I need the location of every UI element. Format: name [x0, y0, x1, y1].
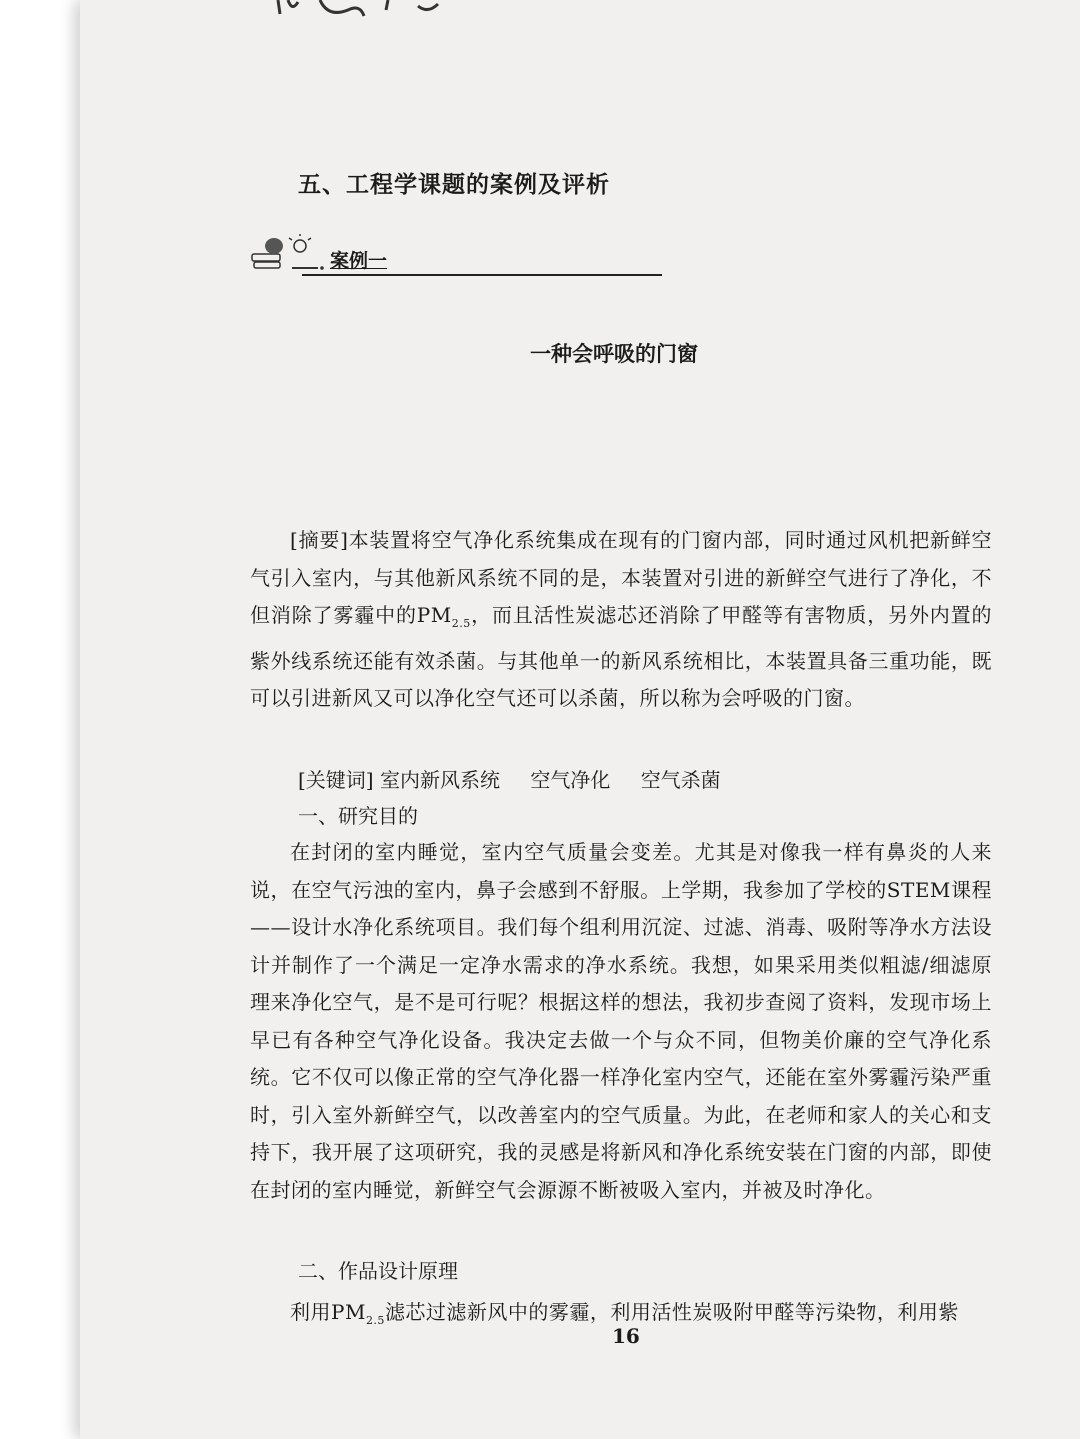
- last-text-before: 利用PM: [290, 1300, 366, 1324]
- books-lightbulb-icon: [248, 234, 328, 278]
- section-title: 五、工程学课题的案例及评析: [298, 172, 610, 198]
- keyword: 空气净化: [530, 768, 611, 792]
- keywords-label: [关键词]: [298, 768, 374, 792]
- last-subscript: 2.5: [365, 1314, 385, 1327]
- heading-research-purpose: 一、研究目的: [298, 804, 418, 828]
- body-paragraph: 在封闭的室内睡觉，室内空气质量会变差。尤其是对像我一样有鼻炎的人来说，在空气污浊的室内，鼻子会感到不舒服。上学期，我参加了学校的STEM课程——设计水净化系统项目。我们每个组利用沉淀、过滤、消毒、吸附等净水方法设计并制作了一个满足一定净水需求的净水系统。我想，如果采用类似粗滤/细滤原理来净化空气，是不是可行呢？根据这样的想法，我初步查阅了资料，发现市场上早已有各种空气净化设备。我决定去做一个与众不同，但物美价廉的空气净化系统。它不仅可以像正常的空气净化器一样净化室内空气，还能在室外雾霾污染严重时，引入室外新鲜空气，以改善室内的空气质量。为此，在老师和家人的关心和支持下，我开展了这项研究，我的灵感是将新风和净化系统安装在门窗的内部，即使在封闭的室内睡觉，新鲜空气会源源不断被吸入室内，并被及时净化。: [250, 840, 992, 1202]
- page-number: 16: [612, 1324, 640, 1348]
- abstract-text: 本装置将空气净化系统集成在现有的门窗内部，同时通过风机把新鲜空气引入室内，与其他新风系统不同的是，本装置对引进的新鲜空气进行了净化，不但消除了雾霾中的PM: [250, 528, 992, 627]
- case-label: [248, 234, 428, 278]
- case-underline: [302, 274, 662, 276]
- case-title: 案例一: [330, 250, 388, 272]
- book-page: [80, 0, 1080, 1439]
- handwriting-scribble: [268, 0, 448, 22]
- abstract-subscript: 2.5: [451, 617, 471, 630]
- heading-design-principle: 二、作品设计原理: [298, 1259, 458, 1283]
- last-text-after: 滤芯过滤新风中的雾霾，利用活性炭吸附甲醛等污染物，利用紫: [384, 1300, 959, 1324]
- keywords-line: [298, 764, 745, 793]
- abstract-text-after: ，而且活性炭滤芯还消除了甲醛等有害物质，另外内置的紫外线系统还能有效杀菌。与其他单一的新风系统相比，本装置具备三重功能，既可以引进新风又可以净化空气还可以杀菌，所以称为会呼吸的门窗。: [250, 603, 993, 710]
- keyword: 空气杀菌: [640, 768, 721, 792]
- article-title: 一种会呼吸的门窗: [530, 342, 698, 366]
- abstract-label: [摘要]: [290, 528, 349, 552]
- abstract-paragraph: [250, 522, 992, 718]
- keyword: 室内新风系统: [379, 768, 500, 792]
